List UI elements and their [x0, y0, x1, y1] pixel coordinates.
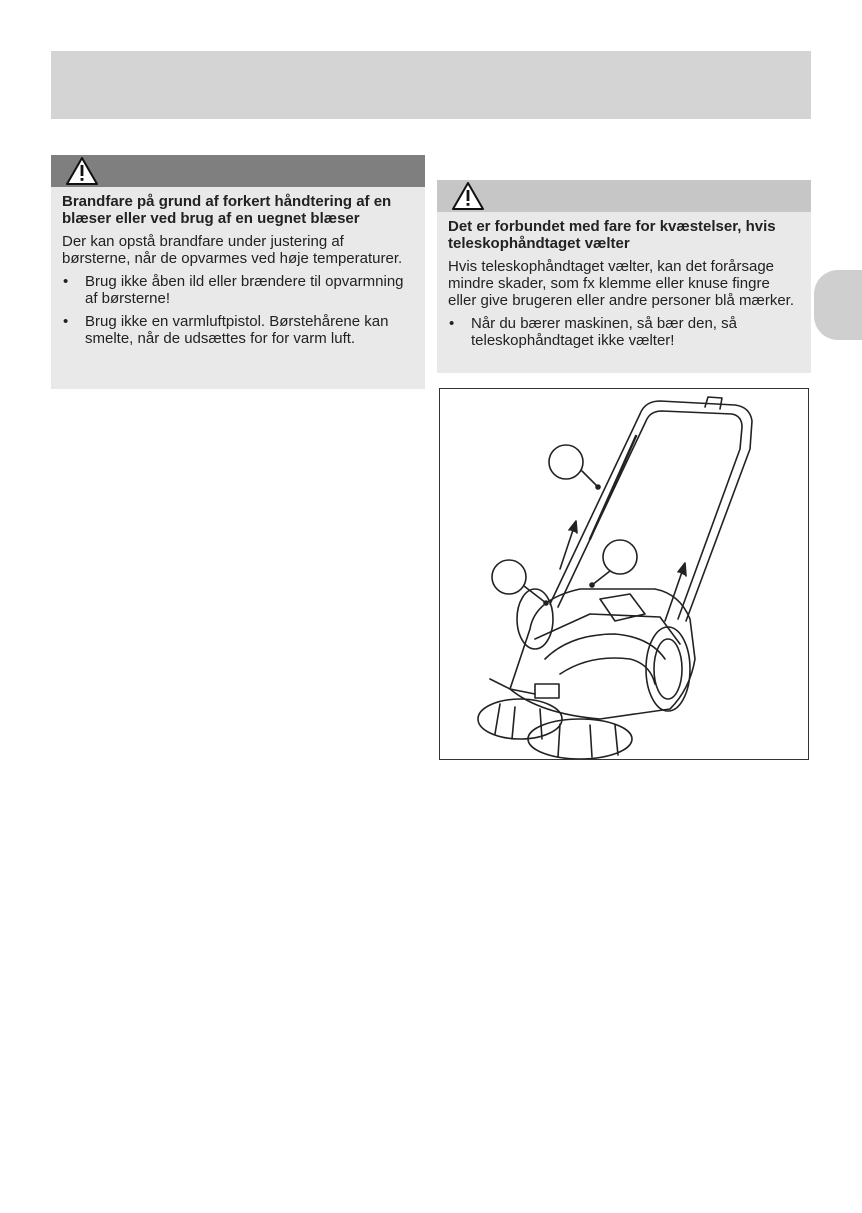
sweeper-illustration	[439, 388, 809, 760]
warning-text: Der kan opstå brandfare under justering af børsterne, når de opvarmes ved høje temperaturer.	[62, 233, 403, 267]
warning-bullet-list	[448, 315, 801, 349]
list-item: • Når du bærer maskinen, så bær den, så teleskophåndtaget ikke vælter!	[449, 315, 737, 349]
callout-circle	[603, 540, 637, 574]
list-item: • Brug ikke åben ild eller brændere til opvarmning af børsterne!	[63, 273, 404, 307]
left-brush	[478, 699, 562, 739]
warning-title: Det er forbundet med fare for kvæstelser, hvis teleskophåndtaget vælter	[448, 218, 776, 252]
warning-triangle-icon	[65, 156, 99, 186]
injury-hazard-warning	[437, 180, 811, 373]
adjust-lever	[535, 684, 559, 698]
warning-triangle-icon	[451, 181, 485, 211]
sweeper-drawing	[440, 389, 808, 759]
warning-bullet-list	[62, 273, 415, 347]
header-band	[51, 51, 811, 119]
callout-circle	[492, 560, 526, 594]
list-item: • Brug ikke en varmluftpistol. Børstehårene kan smelte, når de udsættes for for varm luft.	[63, 313, 389, 347]
callout-circle	[549, 445, 583, 479]
handle-frame	[550, 401, 752, 621]
warning-title: Brandfare på grund af forkert håndtering af en blæser eller ved brug af en uegnet blæser	[62, 193, 392, 227]
warning-header-bar	[437, 180, 811, 212]
left-wheel	[517, 589, 553, 649]
fire-hazard-warning	[51, 155, 425, 389]
chapter-tab	[814, 270, 862, 340]
warning-text: Hvis teleskophåndtaget vælter, kan det forårsage mindre skader, som fx klemme eller knuse fingre eller give brugeren eller andre personer blå mærker.	[448, 258, 795, 309]
arrow-up-left	[560, 527, 574, 569]
warning-header-bar	[51, 155, 425, 187]
